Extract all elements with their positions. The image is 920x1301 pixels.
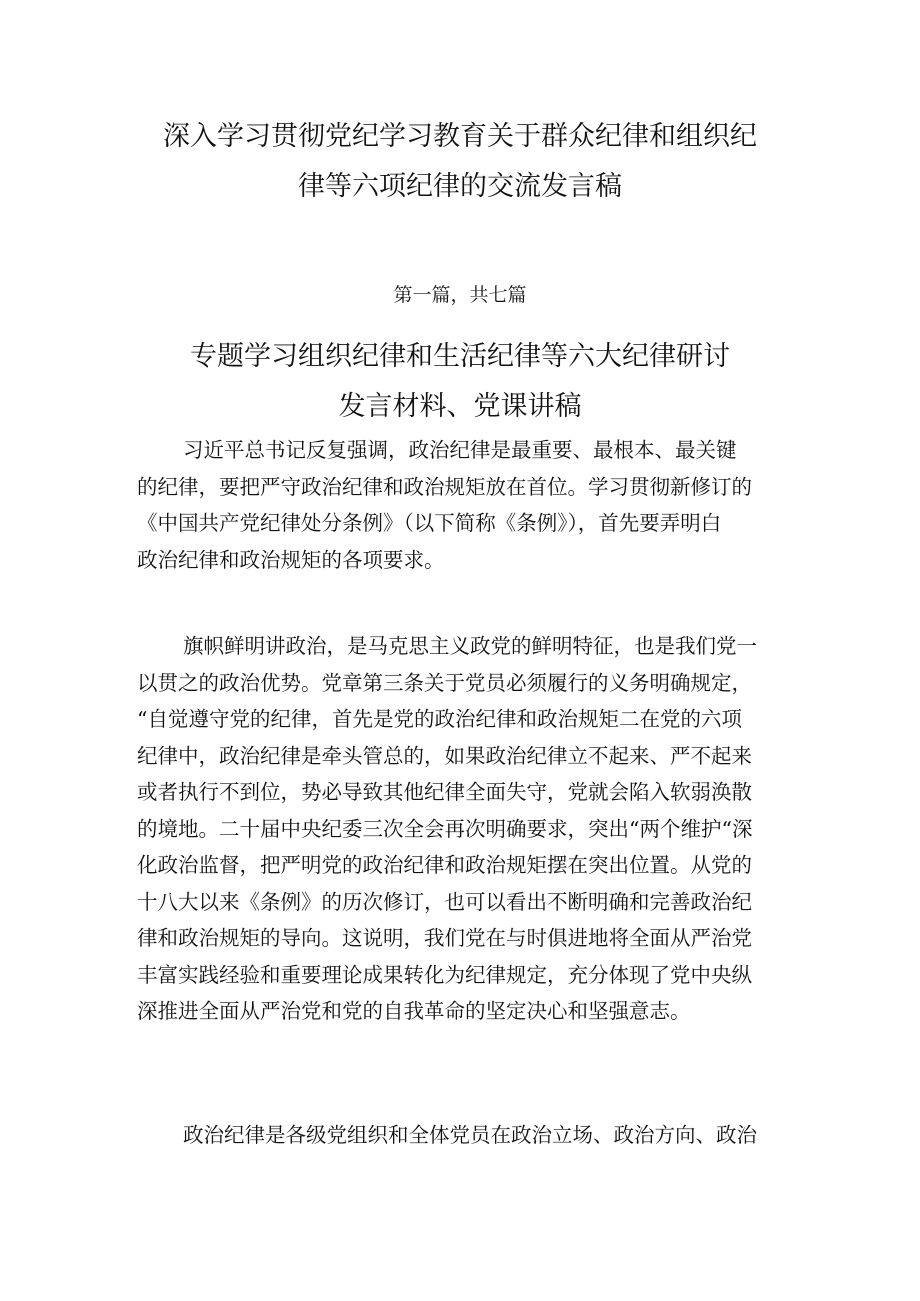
paragraph-line: 纪律中，政治纪律是牵头管总的，如果政治纪律立不起来、严不起来 <box>137 743 752 768</box>
paragraph-line: 旗帜鲜明讲政治，是马克思主义政党的鲜明特征，也是我们党一 <box>183 634 757 658</box>
paragraph-line: 深推进全面从严治党和党的自我革命的坚定决心和坚强意志。 <box>137 999 691 1023</box>
paragraph-line: 政治纪律和政治规矩的各项要求。 <box>137 547 445 572</box>
subtitle-line: 发言材料、党课讲稿 <box>338 391 582 422</box>
subtitle-line: 专题学习组织纪律和生活纪律等六大纪律研讨 <box>190 341 730 372</box>
paragraph-line: 《中国共产党纪律处分条例》（以下简称《条例》），首先要弄明白 <box>137 511 722 535</box>
paragraph-line: 以贯之的政治优势。党章第三条关于党员必须履行的义务明确规定， <box>137 670 752 695</box>
paragraph-line: 习近平总书记反复强调，政治纪律是最重要、最根本、最关键 <box>183 438 737 462</box>
paragraph-line: 化政治监督，把严明党的政治纪律和政治规矩摆在突出位置。从党的 <box>137 853 752 877</box>
paragraph-line: 的境地。二十届中央纪委三次全会再次明确要求，突出“两个维护“深 <box>137 816 753 841</box>
section-title <box>0 332 920 432</box>
title-line: 深入学习贯彻党纪学习教育关于群众纪律和组织纪 <box>163 121 757 152</box>
paragraph-line: 或者执行不到位，势必导致其他纪律全面失守，党就会陷入软弱涣散 <box>137 780 752 804</box>
paragraph-line: 律和政治规矩的导向。这说明，我们党在与时俱进地将全面从严治党 <box>137 926 752 950</box>
body-paragraph <box>137 628 797 1030</box>
paragraph-line: 十八大以来《条例》的历次修订，也可以看出不断明确和完善政治纪 <box>137 889 752 914</box>
paragraph-line: 丰富实践经验和重要理论成果转化为纪律规定，充分体现了党中央纵 <box>137 962 752 987</box>
document-title <box>0 112 920 212</box>
title-line: 律等六项纪律的交流发言稿 <box>298 171 622 202</box>
body-paragraph <box>137 432 797 578</box>
paragraph-line: 的纪律，要把严守政治纪律和政治规矩放在首位。学习贯彻新修订的 <box>137 474 752 499</box>
section-number: 第一篇，共七篇 <box>393 284 527 306</box>
paragraph-line: “自觉遵守党的纪律，首先是党的政治纪律和政治规矩二在党的六项 <box>137 707 742 731</box>
paragraph-line: 政治纪律是各级党组织和全体党员在政治立场、政治方向、政治 <box>183 1123 757 1147</box>
body-paragraph <box>137 1117 797 1154</box>
